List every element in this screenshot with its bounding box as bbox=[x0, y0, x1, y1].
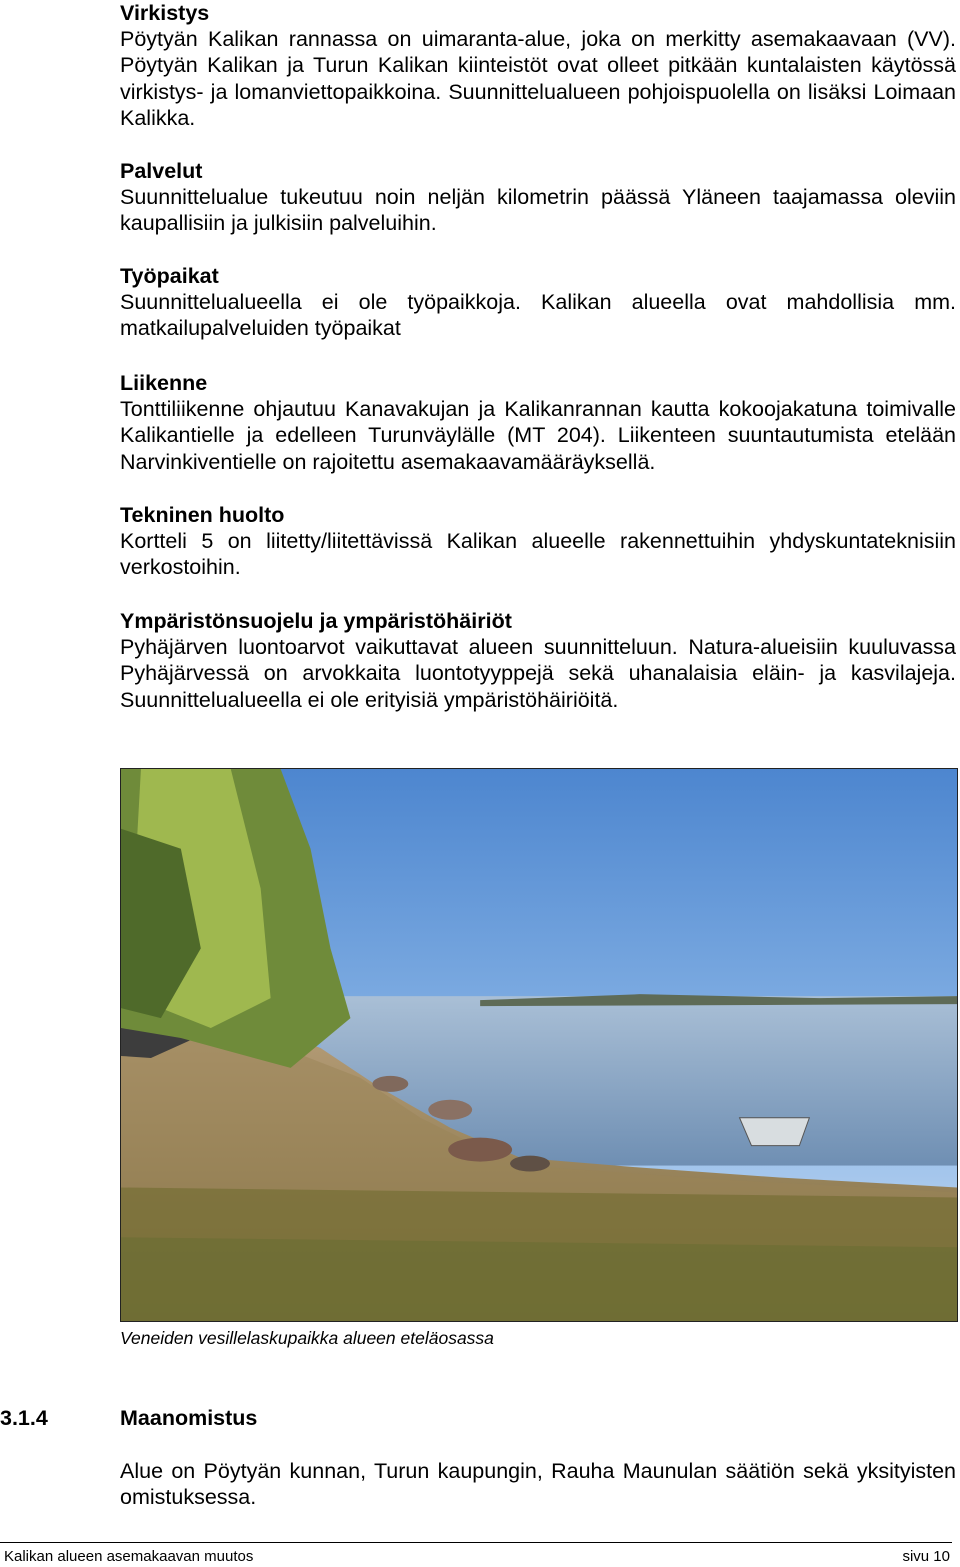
section-body: Pöytyän Kalikan rannassa on uimaranta-alue, joka on merkitty asemakaavaan (VV). Pöytyän Kalikan ja Turun Kalikan kiinteistöt ovat olleet pitkään kuntalaisten käytössä virkistys- ja lomanviettopaikkoina. Suunnittelualueen pohjoispuolella on lisäksi Loimaan Kalikka. bbox=[120, 27, 956, 130]
section-heading: Ympäristönsuojelu ja ympäristöhäiriöt bbox=[120, 609, 512, 633]
section-body: Pyhäjärven luontoarvot vaikuttavat alueen suunnitteluun. Natura-alueisiin kuuluvassa Pyhäjärvessä on arvokkaita luontotyyppejä sekä uhanalaisia eläin- ja kasvilajeja. Suunnittelualueella ei ole erityisiä ympäristöhäiriöitä. bbox=[120, 635, 956, 712]
subsection-body: Alue on Pöytyän kunnan, Turun kaupungin, Rauha Maunulan säätiön sekä yksityisten omistuksessa. bbox=[120, 1459, 956, 1510]
lake-shore-photo bbox=[120, 768, 958, 1322]
section-body: Kortteli 5 on liitetty/liitettävissä Kalikan alueelle rakennettuihin yhdyskuntateknisiin verkostoihin. bbox=[120, 529, 956, 580]
section-palvelut bbox=[120, 158, 956, 237]
section-ymparistonsuojelu bbox=[120, 608, 956, 713]
section-virkistys bbox=[120, 0, 956, 131]
subsection-title: Maanomistus bbox=[120, 1406, 258, 1430]
section-heading: Palvelut bbox=[120, 159, 203, 183]
section-tekninen-huolto bbox=[120, 502, 956, 581]
footer-page-number: sivu 10 bbox=[902, 1548, 950, 1565]
section-heading: Työpaikat bbox=[120, 264, 219, 288]
footer-document-title: Kalikan alueen asemakaavan muutos bbox=[4, 1548, 254, 1565]
subsection-number: 3.1.4 bbox=[0, 1406, 48, 1430]
footer-divider bbox=[0, 1542, 952, 1543]
section-heading: Virkistys bbox=[120, 1, 210, 25]
section-body: Suunnittelualueella ei ole työpaikkoja. Kalikan alueella ovat mahdollisia mm. matkailupalveluiden työpaikat bbox=[120, 290, 956, 341]
section-heading: Tekninen huolto bbox=[120, 503, 285, 527]
section-body: Suunnittelualue tukeutuu noin neljän kilometrin päässä Yläneen taajamassa oleviin kaupallisiin ja julkisiin palveluihin. bbox=[120, 185, 956, 236]
section-body: Tonttiliikenne ohjautuu Kanavakujan ja Kalikanrannan kautta kokoojakatuna toimivalle Kalikantielle ja edelleen Turunväylälle (MT 204). Liikenteen suuntautumista etelään Narvinkiventielle on rajoitettu asemakaavamääräyksellä. bbox=[120, 397, 956, 474]
section-heading: Liikenne bbox=[120, 371, 208, 395]
section-liikenne bbox=[120, 370, 956, 475]
section-tyopaikat bbox=[120, 263, 956, 342]
photo-caption: Veneiden vesillelaskupaikka alueen eteläosassa bbox=[120, 1328, 494, 1348]
